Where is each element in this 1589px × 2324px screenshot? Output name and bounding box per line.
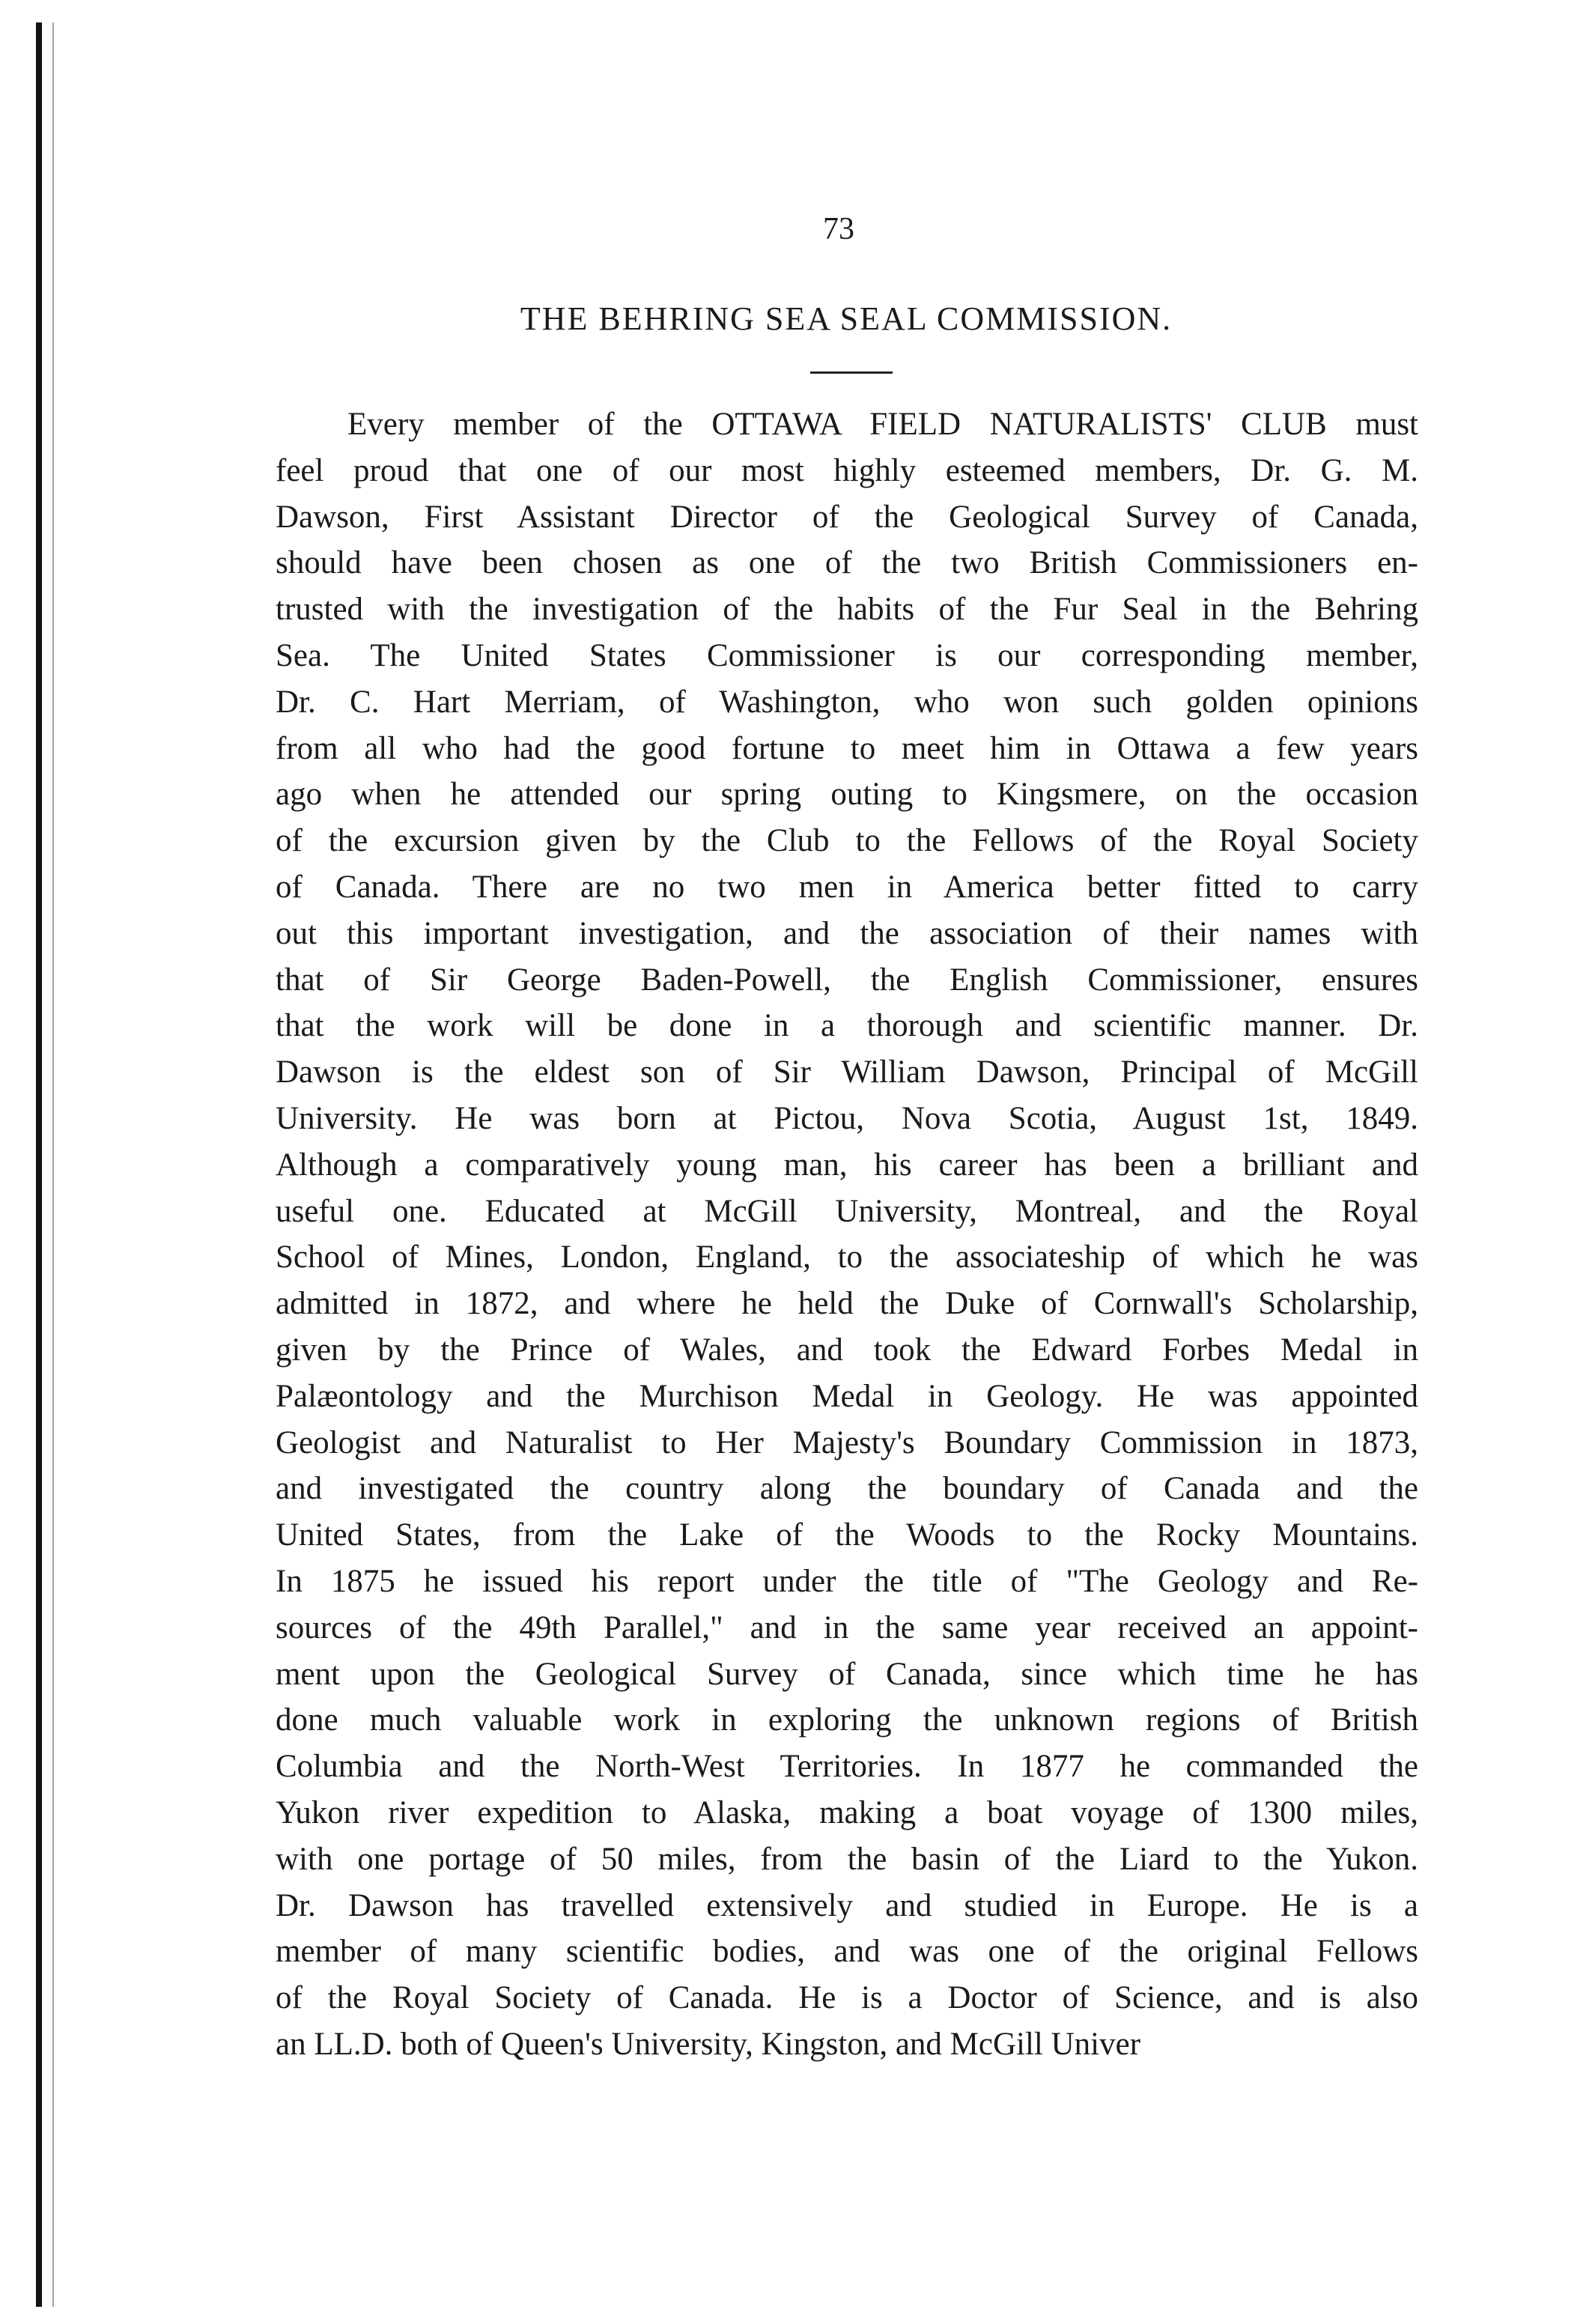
body-line: of the Royal Society of Canada. He is a Doctor of Science, and is also (276, 1980, 1418, 2016)
body-line: Geologist and Naturalist to Her Majesty's Boundary Commission in 1873, (276, 1425, 1418, 1460)
body-line: admitted in 1872, and where he held the Duke of Cornwall's Scholarship, (276, 1286, 1418, 1322)
body-line: sources of the 49th Parallel," and in the same year received an appoint- (276, 1609, 1418, 1645)
article-body (276, 401, 1418, 2068)
article-title: THE BEHRING SEA SEAL COMMISSION. (520, 300, 1173, 337)
body-line: of the excursion given by the Club to the Fellows of the Royal Society (276, 823, 1418, 859)
body-line: In 1875 he issued his report under the title of "The Geology and Re- (276, 1563, 1418, 1599)
body-line: that of Sir George Baden-Powell, the English Commissioner, ensures (276, 962, 1418, 998)
title-divider (810, 371, 893, 374)
body-line: Sea. The United States Commissioner is our corresponding member, (276, 637, 1418, 673)
body-line: member of many scientific bodies, and was one of the original Fellows (276, 1934, 1418, 1970)
body-line: Although a comparatively young man, his career has been a brilliant and (276, 1147, 1418, 1183)
body-line: from all who had the good fortune to meet him in Ottawa a few years (276, 730, 1418, 766)
body-line: School of Mines, London, England, to the associateship of which he was (276, 1240, 1418, 1275)
body-line: feel proud that one of our most highly esteemed members, Dr. G. M. (276, 452, 1418, 488)
body-line: and investigated the country along the boundary of Canada and the (276, 1471, 1418, 1507)
book-gutter-edge (36, 22, 42, 2307)
body-line: Yukon river expedition to Alaska, making a boat voyage of 1300 miles, (276, 1794, 1418, 1830)
body-line: United States, from the Lake of the Woods to the Rocky Mountains. (276, 1517, 1418, 1553)
body-line: University. He was born at Pictou, Nova Scotia, August 1st, 1849. (276, 1100, 1418, 1136)
body-line: should have been chosen as one of the two British Commissioners en- (276, 545, 1418, 581)
body-line: Dr. C. Hart Merriam, of Washington, who won such golden opinions (276, 684, 1418, 720)
body-line: Dawson, First Assistant Director of the Geological Survey of Canada, (276, 499, 1418, 535)
page-number: 73 (823, 212, 854, 246)
body-line: with one portage of 50 miles, from the basin of the Liard to the Yukon. (276, 1841, 1418, 1877)
body-line: of Canada. There are no two men in America better fitted to carry (276, 869, 1418, 905)
body-line: Every member of the OTTAWA FIELD NATURALISTS' CLUB must (347, 407, 1418, 442)
body-line: Palæontology and the Murchison Medal in Geology. He was appointed (276, 1378, 1418, 1414)
body-line: given by the Prince of Wales, and took the Edward Forbes Medal in (276, 1332, 1418, 1368)
body-line: Dawson is the eldest son of Sir William Dawson, Principal of McGill (276, 1055, 1418, 1090)
body-line: that the work will be done in a thorough and scientific manner. Dr. (276, 1008, 1418, 1044)
body-line: useful one. Educated at McGill University, Montreal, and the Royal (276, 1193, 1418, 1229)
body-line: Dr. Dawson has travelled extensively and studied in Europe. He is a (276, 1887, 1418, 1923)
body-line: ment upon the Geological Survey of Canada, since which time he has (276, 1656, 1418, 1692)
body-line: done much valuable work in exploring the unknown regions of British (276, 1702, 1418, 1738)
body-line: trusted with the investigation of the habits of the Fur Seal in the Behring (276, 592, 1418, 628)
book-gutter-shadow (52, 22, 54, 2307)
body-line: ago when he attended our spring outing to Kingsmere, on the occasion (276, 777, 1418, 813)
body-line: out this important investigation, and the association of their names with (276, 915, 1418, 951)
body-line: an LL.D. both of Queen's University, Kingston, and McGill Univer (276, 2026, 1141, 2062)
body-line: Columbia and the North-West Territories. In 1877 he commanded the (276, 1749, 1418, 1785)
